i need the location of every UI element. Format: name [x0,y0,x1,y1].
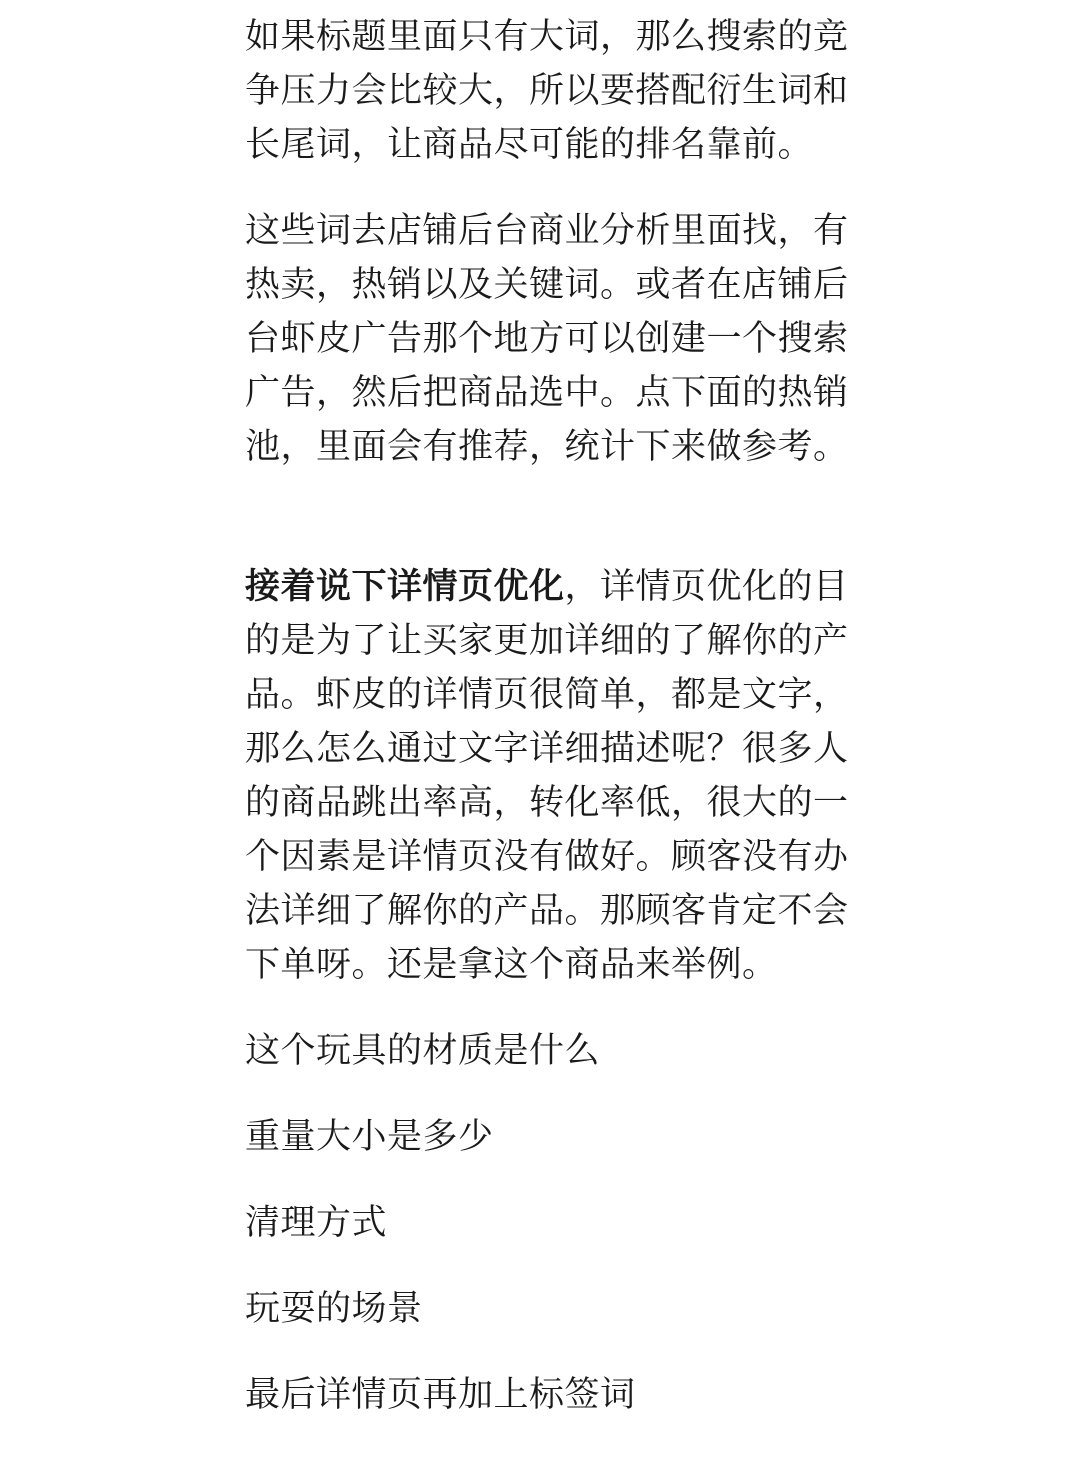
list-item: 最后详情页再加上标签词 [245,1375,636,1415]
text-line: 池，里面会有推荐，统计下来做参考。 [245,427,849,467]
text-segment: ，详情页优化的目 [564,567,849,607]
list-item: 重量大小是多少 [245,1117,494,1157]
text-line: 那么怎么通过文字详细描述呢？很多人 [245,729,849,769]
text-line: 这些词去店铺后台商业分析里面找，有 [245,211,849,251]
paragraph-keyword-sources [245,204,849,474]
text-line: 的是为了让买家更加详细的了解你的产 [245,621,849,661]
paragraph-keywords-intro [245,10,849,172]
bold-lead-text: 接着说下详情页优化 [245,567,565,607]
text-line: 法详细了解你的产品。那顾客肯定不会 [245,891,849,931]
text-line [245,560,849,614]
text-line: 广告，然后把商品选中。点下面的热销 [245,373,849,413]
text-line: 争压力会比较大，所以要搭配衍生词和 [245,71,849,111]
paragraph-detail-page-optimization [245,560,849,992]
article-body [245,10,849,1422]
text-line: 热卖，热销以及关键词。或者在店铺后 [245,265,849,305]
text-line: 的商品跳出率高，转化率低，很大的一 [245,783,849,823]
paragraph-spacer [245,1250,845,1282]
text-line: 下单呀。还是拿这个商品来举例。 [245,945,778,985]
list-item: 玩耍的场景 [245,1289,423,1329]
text-line: 如果标题里面只有大词，那么搜索的竞 [245,17,849,57]
text-line: 台虾皮广告那个地方可以创建一个搜索 [245,319,849,359]
paragraph-spacer [245,1336,845,1368]
paragraph-spacer [245,1078,845,1110]
list-item: 这个玩具的材质是什么 [245,1031,601,1071]
text-line: 品。虾皮的详情页很简单，都是文字， [245,675,849,715]
list-item: 清理方式 [245,1203,388,1243]
paragraph-spacer [245,1164,845,1196]
paragraph-spacer [245,992,845,1024]
section-spacer [245,474,845,560]
paragraph-spacer [245,172,845,204]
text-line: 长尾词，让商品尽可能的排名靠前。 [245,125,814,165]
text-line: 个因素是详情页没有做好。顾客没有办 [245,837,849,877]
